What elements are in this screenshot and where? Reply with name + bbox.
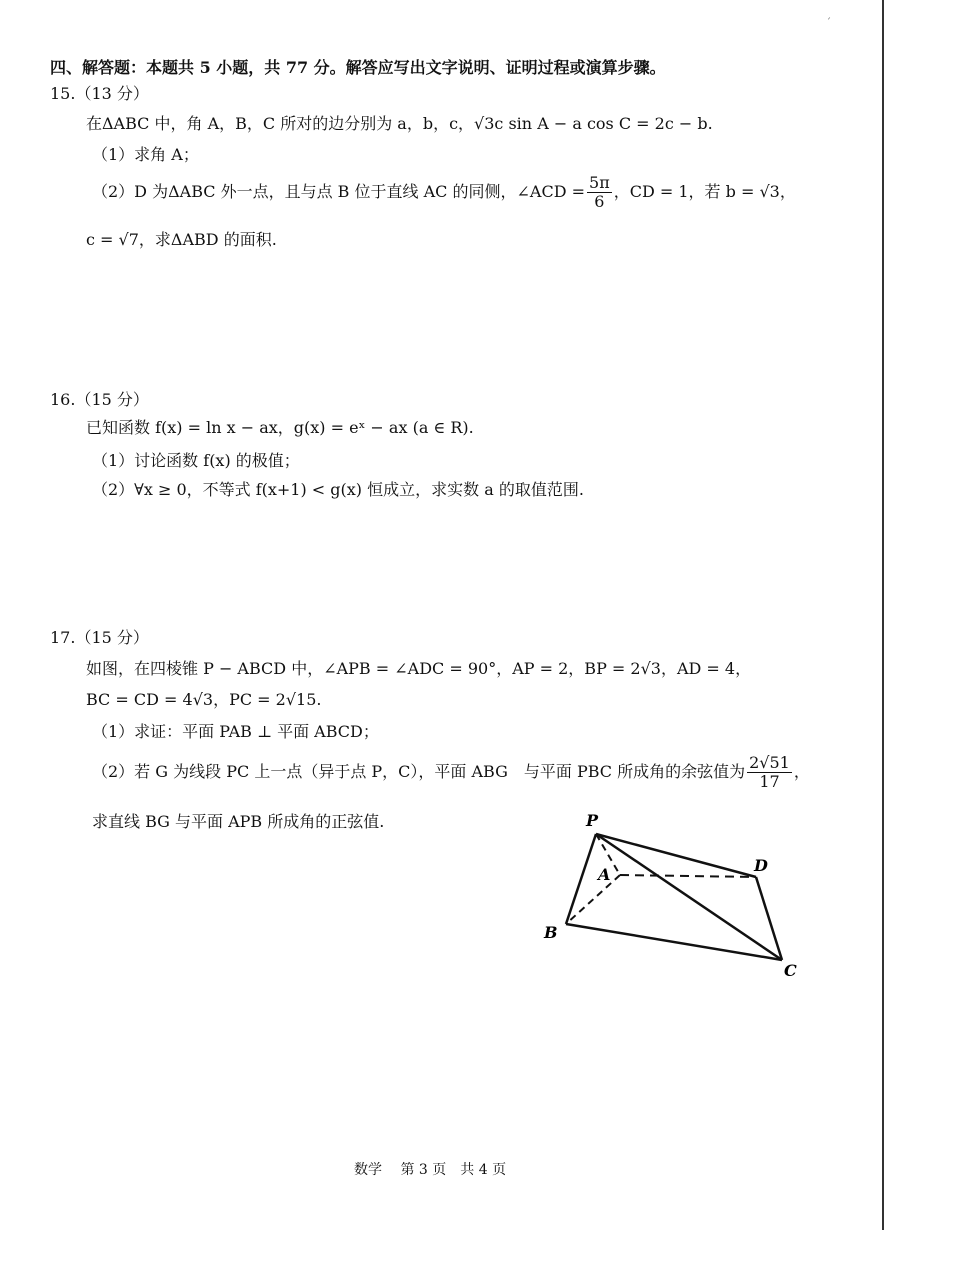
vertex-label-D: D <box>754 856 768 875</box>
q17-fraction-numerator: 2√51 <box>749 753 790 772</box>
vertex-label-A: A <box>598 865 611 884</box>
scan-edge-line <box>882 0 884 1230</box>
q15-fraction-denominator: 6 <box>594 192 605 211</box>
q17-part2-continued: 求直线 BG 与平面 APB 所成角的正弦值. <box>92 812 385 831</box>
q17-part2-text-b: ， <box>793 762 810 781</box>
q15-part2-text-a: （2）D 为ΔABC 外一点，且与点 B 位于直线 AC 的同侧，∠ACD = <box>92 182 586 201</box>
q16-part1: （1）讨论函数 f(x) 的极值； <box>92 451 300 470</box>
q15-fraction-numerator: 5π <box>589 173 610 192</box>
vertex-label-C: C <box>784 961 797 980</box>
pyramid-figure <box>530 800 820 990</box>
q17-number: 17.（15 分） <box>50 628 149 647</box>
q17-part1: （1）求证：平面 PAB ⊥ 平面 ABCD； <box>92 722 379 741</box>
edge-CD <box>756 877 782 960</box>
edge-BC <box>566 924 782 960</box>
q17-fraction <box>747 754 792 791</box>
q16-number: 16.（15 分） <box>50 390 149 409</box>
q15-number: 15.（13 分） <box>50 84 149 103</box>
q15-part2 <box>92 172 796 212</box>
edge-PD <box>596 834 756 877</box>
q17-stem-line2: BC = CD = 4√3，PC = 2√15. <box>86 690 322 709</box>
q17-part2 <box>92 752 810 792</box>
q15-part2-text-b: ，CD = 1，若 b = √3， <box>613 182 796 201</box>
vertex-label-P: P <box>586 811 599 830</box>
section-header: 四、解答题：本题共 5 小题，共 77 分。解答应写出文字说明、证明过程或演算步骤。 <box>50 58 666 77</box>
q17-fraction-denominator: 17 <box>759 772 780 791</box>
q15-part2-continued: c = √7，求ΔABD 的面积. <box>86 230 277 249</box>
edge-AD-hidden <box>620 875 756 877</box>
q17-stem-line1: 如图，在四棱锥 P − ABCD 中，∠APB = ∠ADC = 90°，AP = 2，BP = 2√3，AD = 4， <box>86 659 752 678</box>
q15-fraction <box>587 174 612 211</box>
edge-PC <box>596 834 782 960</box>
q17-part2-text-a: （2）若 G 为线段 PC 上一点（异于点 P，C），平面 ABG 与平面 PBC 所成角的余弦值为 <box>92 762 746 781</box>
q15-stem: 在ΔABC 中，角 A，B，C 所对的边分别为 a，b，c，√3c sin A − a cos C = 2c − b. <box>86 114 713 133</box>
scan-speck: ˊ <box>826 18 831 29</box>
q16-part2: （2）∀x ≥ 0，不等式 f(x+1) < g(x) 恒成立，求实数 a 的取值范围. <box>92 480 584 499</box>
q16-stem: 已知函数 f(x) = ln x − ax，g(x) = eˣ − ax (a ∈ R). <box>86 418 474 437</box>
q15-part1: （1）求角 A； <box>92 145 199 164</box>
vertex-label-B: B <box>544 923 558 942</box>
page-footer: 数学 第 3 页 共 4 页 <box>354 1162 507 1178</box>
